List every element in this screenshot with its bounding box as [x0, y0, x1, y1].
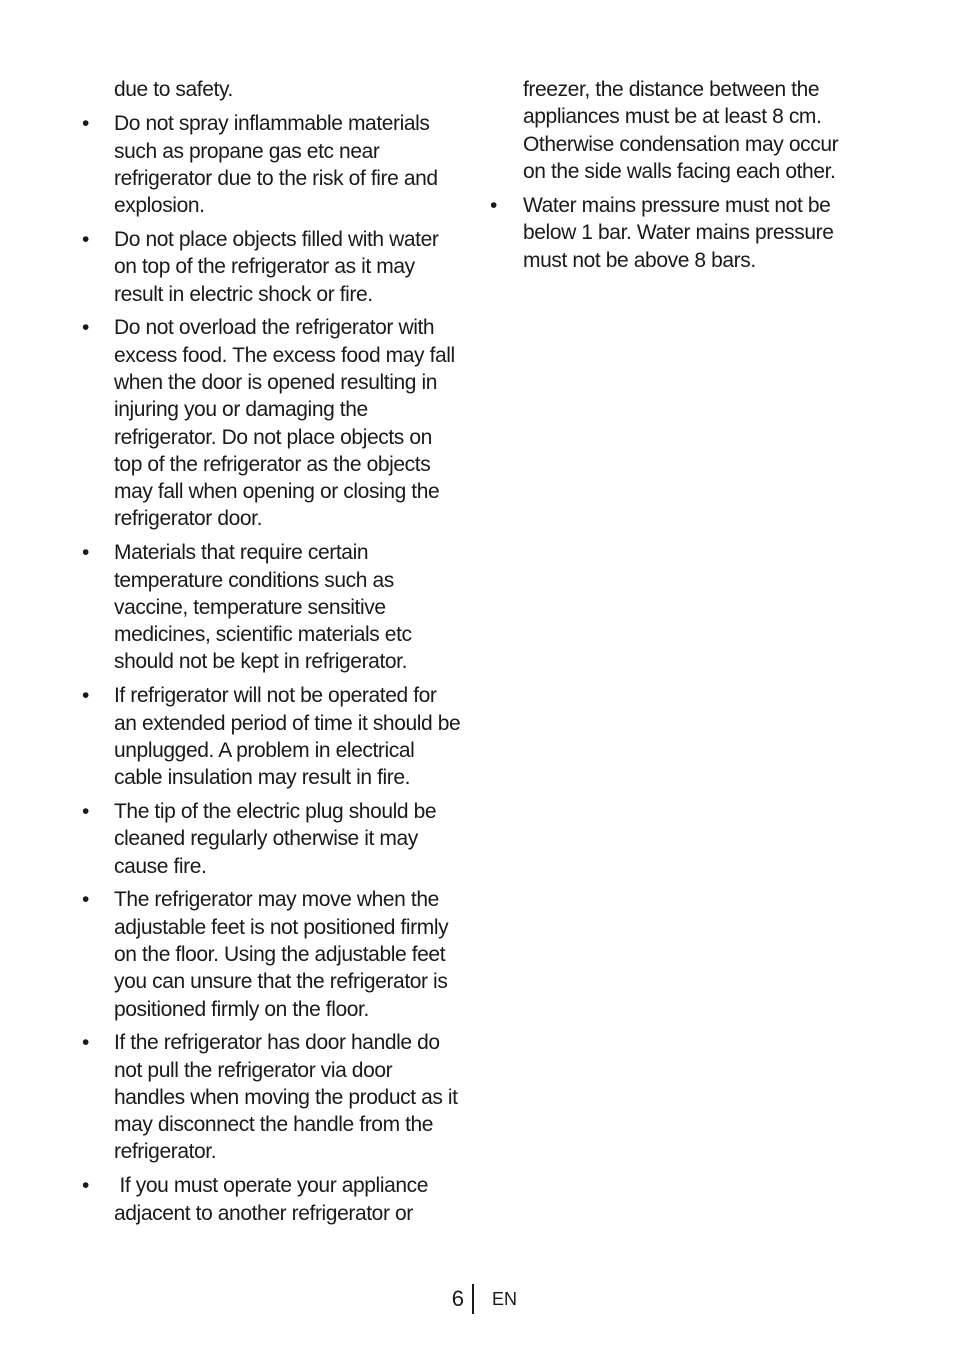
list-item	[80, 886, 464, 1022]
list-item	[486, 192, 862, 274]
right-column	[486, 76, 862, 281]
bullet-icon: •	[82, 1031, 89, 1055]
continued-text: freezer, the distance between the appliances must be at least 8 cm. Otherwise condensation may occur on the side walls facing each other.	[523, 78, 839, 183]
bullet-icon: •	[82, 799, 89, 823]
list-item-text: The refrigerator may move when the adjustable feet is not positioned firmly on the floor. Using the adjustable feet you can unsure that the refrigerator is positioned firmly on the floor.	[114, 888, 449, 1021]
list-item	[80, 682, 464, 791]
list-item-text: Do not place objects filled with water on top of the refrigerator as it may result in electric shock or fire.	[114, 227, 439, 306]
list-item-text: Materials that require certain temperature conditions such as vaccine, temperature sensitive medicines, scientific materials etc should not be kept in refrigerator.	[114, 541, 412, 674]
list-item	[80, 226, 464, 308]
list-item	[80, 798, 464, 880]
bullet-icon: •	[82, 227, 89, 251]
page-footer	[0, 1284, 954, 1316]
language-code: EN	[492, 1289, 518, 1309]
bullet-icon: •	[82, 1174, 89, 1198]
bullet-icon: •	[82, 316, 89, 340]
list-item	[80, 1029, 464, 1165]
continued-text: due to safety.	[114, 78, 233, 101]
footer-divider	[472, 1284, 474, 1314]
list-item	[80, 314, 464, 532]
bullet-icon: •	[82, 112, 89, 136]
list-item-text: If refrigerator will not be operated for an extended period of time it should be unplugged. A problem in electrical cable insulation may result in fire.	[114, 684, 461, 790]
list-item-text: Do not overload the refrigerator with excess food. The excess food may fall when the door is opened resulting in injuring you or damaging the refrigerator. Do not place objects on top of the refrigerator as the objects may fall when opening or closing the refrigerator door.	[114, 316, 455, 531]
bullet-icon: •	[82, 541, 89, 565]
list-item	[80, 110, 464, 219]
list-item-text: Do not spray inflammable materials such as propane gas etc near refrigerator due to the risk of fire and explosion.	[114, 112, 438, 218]
list-item	[80, 539, 464, 675]
list-item-text: If you must operate your appliance adjacent to another refrigerator or	[114, 1174, 434, 1225]
safety-list-left	[80, 110, 464, 1227]
bullet-icon: •	[490, 194, 497, 218]
list-item-text: If the refrigerator has door handle do not pull the refrigerator via door handles when moving the product as it may disconnect the handle from the refrigerator.	[114, 1031, 458, 1164]
list-item-text: Water mains pressure must not be below 1 bar. Water mains pressure must not be above 8 bars.	[523, 194, 834, 272]
list-item-text: The tip of the electric plug should be cleaned regularly otherwise it may cause fire.	[114, 799, 437, 878]
bullet-icon: •	[82, 684, 89, 708]
left-column	[80, 76, 464, 1233]
page-number: 6	[451, 1286, 464, 1311]
list-item	[80, 1172, 464, 1227]
safety-list-right	[486, 192, 862, 274]
bullet-icon: •	[82, 888, 89, 912]
